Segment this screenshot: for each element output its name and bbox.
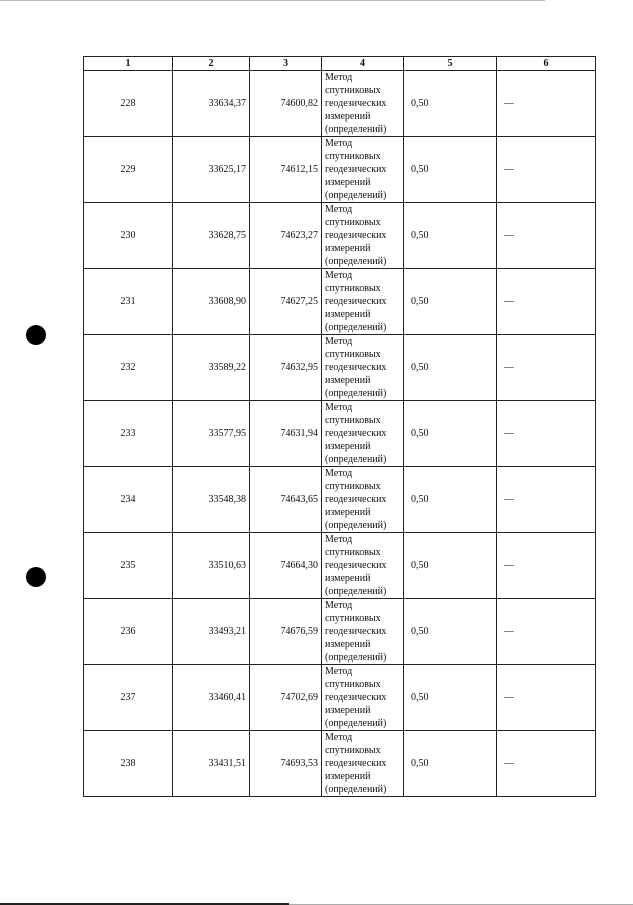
method-line: (определений)	[325, 124, 387, 135]
method-line: Метод	[325, 204, 353, 215]
point-number-cell: 233	[84, 401, 173, 467]
method-line: Метод	[325, 534, 353, 545]
x-coordinate-cell: 33460,41	[173, 665, 250, 731]
note-cell: —	[497, 137, 596, 203]
method-line: (определений)	[325, 256, 387, 267]
table-row	[84, 71, 596, 137]
note-cell: —	[497, 335, 596, 401]
y-coordinate-cell: 74632,95	[250, 335, 322, 401]
x-coordinate-cell: 33608,90	[173, 269, 250, 335]
method-line: спутниковых	[325, 481, 381, 492]
point-number-cell: 236	[84, 599, 173, 665]
method-line: (определений)	[325, 454, 387, 465]
point-number-cell: 235	[84, 533, 173, 599]
accuracy-cell: 0,50	[404, 203, 497, 269]
method-line: геодезических	[325, 428, 387, 439]
y-coordinate-cell: 74693,53	[250, 731, 322, 797]
punch-hole-lower	[26, 567, 46, 587]
x-coordinate-cell: 33431,51	[173, 731, 250, 797]
method-cell	[322, 71, 404, 137]
column-header: 2	[173, 57, 250, 71]
column-header: 5	[404, 57, 497, 71]
point-number-cell: 234	[84, 467, 173, 533]
note-cell: —	[497, 269, 596, 335]
method-line: измерений	[325, 243, 371, 254]
punch-hole-upper	[26, 325, 46, 345]
method-line: спутниковых	[325, 85, 381, 96]
method-line: Метод	[325, 666, 353, 677]
method-line: измерений	[325, 771, 371, 782]
method-line: измерений	[325, 375, 371, 386]
method-line: измерений	[325, 111, 371, 122]
note-cell: —	[497, 731, 596, 797]
x-coordinate-cell: 33510,63	[173, 533, 250, 599]
method-line: измерений	[325, 441, 371, 452]
method-line: измерений	[325, 573, 371, 584]
note-cell: —	[497, 467, 596, 533]
table-row	[84, 665, 596, 731]
note-cell: —	[497, 203, 596, 269]
method-line: Метод	[325, 336, 353, 347]
y-coordinate-cell: 74676,59	[250, 599, 322, 665]
point-number-cell: 228	[84, 71, 173, 137]
method-line: Метод	[325, 270, 353, 281]
accuracy-cell: 0,50	[404, 599, 497, 665]
method-line: геодезических	[325, 98, 387, 109]
table-row	[84, 335, 596, 401]
point-number-cell: 229	[84, 137, 173, 203]
table-row	[84, 533, 596, 599]
method-line: измерений	[325, 177, 371, 188]
method-cell	[322, 137, 404, 203]
accuracy-cell: 0,50	[404, 335, 497, 401]
table-header-row	[84, 57, 596, 71]
table-body	[84, 71, 596, 797]
accuracy-cell: 0,50	[404, 137, 497, 203]
accuracy-cell: 0,50	[404, 731, 497, 797]
x-coordinate-cell: 33625,17	[173, 137, 250, 203]
coordinates-table	[83, 56, 596, 797]
note-cell: —	[497, 533, 596, 599]
accuracy-cell: 0,50	[404, 467, 497, 533]
method-cell	[322, 533, 404, 599]
method-line: спутниковых	[325, 547, 381, 558]
note-cell: —	[497, 71, 596, 137]
point-number-cell: 230	[84, 203, 173, 269]
point-number-cell: 231	[84, 269, 173, 335]
method-line: (определений)	[325, 784, 387, 795]
y-coordinate-cell: 74612,15	[250, 137, 322, 203]
method-line: спутниковых	[325, 415, 381, 426]
point-number-cell: 232	[84, 335, 173, 401]
method-line: Метод	[325, 402, 353, 413]
y-coordinate-cell: 74623,27	[250, 203, 322, 269]
method-line: спутниковых	[325, 679, 381, 690]
accuracy-cell: 0,50	[404, 665, 497, 731]
x-coordinate-cell: 33589,22	[173, 335, 250, 401]
table-row	[84, 203, 596, 269]
note-cell: —	[497, 401, 596, 467]
accuracy-cell: 0,50	[404, 269, 497, 335]
x-coordinate-cell: 33493,21	[173, 599, 250, 665]
method-line: (определений)	[325, 190, 387, 201]
method-line: Метод	[325, 72, 353, 83]
note-cell: —	[497, 665, 596, 731]
method-cell	[322, 467, 404, 533]
method-line: измерений	[325, 639, 371, 650]
method-line: Метод	[325, 732, 353, 743]
method-line: (определений)	[325, 322, 387, 333]
method-line: спутниковых	[325, 349, 381, 360]
table-row	[84, 269, 596, 335]
table-row	[84, 599, 596, 665]
method-line: Метод	[325, 600, 353, 611]
method-line: спутниковых	[325, 613, 381, 624]
table-row	[84, 467, 596, 533]
method-line: спутниковых	[325, 745, 381, 756]
method-line: Метод	[325, 468, 353, 479]
method-cell	[322, 731, 404, 797]
y-coordinate-cell: 74627,25	[250, 269, 322, 335]
column-header: 6	[497, 57, 596, 71]
accuracy-cell: 0,50	[404, 401, 497, 467]
point-number-cell: 238	[84, 731, 173, 797]
method-cell	[322, 401, 404, 467]
y-coordinate-cell: 74702,69	[250, 665, 322, 731]
method-line: (определений)	[325, 586, 387, 597]
method-line: геодезических	[325, 164, 387, 175]
method-line: спутниковых	[325, 283, 381, 294]
method-line: геодезических	[325, 692, 387, 703]
y-coordinate-cell: 74631,94	[250, 401, 322, 467]
accuracy-cell: 0,50	[404, 533, 497, 599]
method-line: геодезических	[325, 296, 387, 307]
top-edge-line	[0, 0, 545, 1]
method-line: геодезических	[325, 230, 387, 241]
method-cell	[322, 665, 404, 731]
table-row	[84, 401, 596, 467]
method-line: измерений	[325, 507, 371, 518]
x-coordinate-cell: 33577,95	[173, 401, 250, 467]
method-line: измерений	[325, 705, 371, 716]
x-coordinate-cell: 33548,38	[173, 467, 250, 533]
accuracy-cell: 0,50	[404, 71, 497, 137]
column-header: 3	[250, 57, 322, 71]
point-number-cell: 237	[84, 665, 173, 731]
x-coordinate-cell: 33634,37	[173, 71, 250, 137]
method-cell	[322, 269, 404, 335]
method-line: (определений)	[325, 718, 387, 729]
y-coordinate-cell: 74664,30	[250, 533, 322, 599]
note-cell: —	[497, 599, 596, 665]
y-coordinate-cell: 74600,82	[250, 71, 322, 137]
method-line: (определений)	[325, 520, 387, 531]
table-row	[84, 137, 596, 203]
method-line: геодезических	[325, 494, 387, 505]
method-line: Метод	[325, 138, 353, 149]
method-cell	[322, 203, 404, 269]
method-line: (определений)	[325, 388, 387, 399]
method-line: спутниковых	[325, 151, 381, 162]
x-coordinate-cell: 33628,75	[173, 203, 250, 269]
method-line: геодезических	[325, 626, 387, 637]
method-cell	[322, 335, 404, 401]
method-line: измерений	[325, 309, 371, 320]
column-header: 4	[322, 57, 404, 71]
method-line: геодезических	[325, 560, 387, 571]
y-coordinate-cell: 74643,65	[250, 467, 322, 533]
method-line: геодезических	[325, 758, 387, 769]
table-row	[84, 731, 596, 797]
method-line: спутниковых	[325, 217, 381, 228]
column-header: 1	[84, 57, 173, 71]
method-cell	[322, 599, 404, 665]
method-line: геодезических	[325, 362, 387, 373]
method-line: (определений)	[325, 652, 387, 663]
